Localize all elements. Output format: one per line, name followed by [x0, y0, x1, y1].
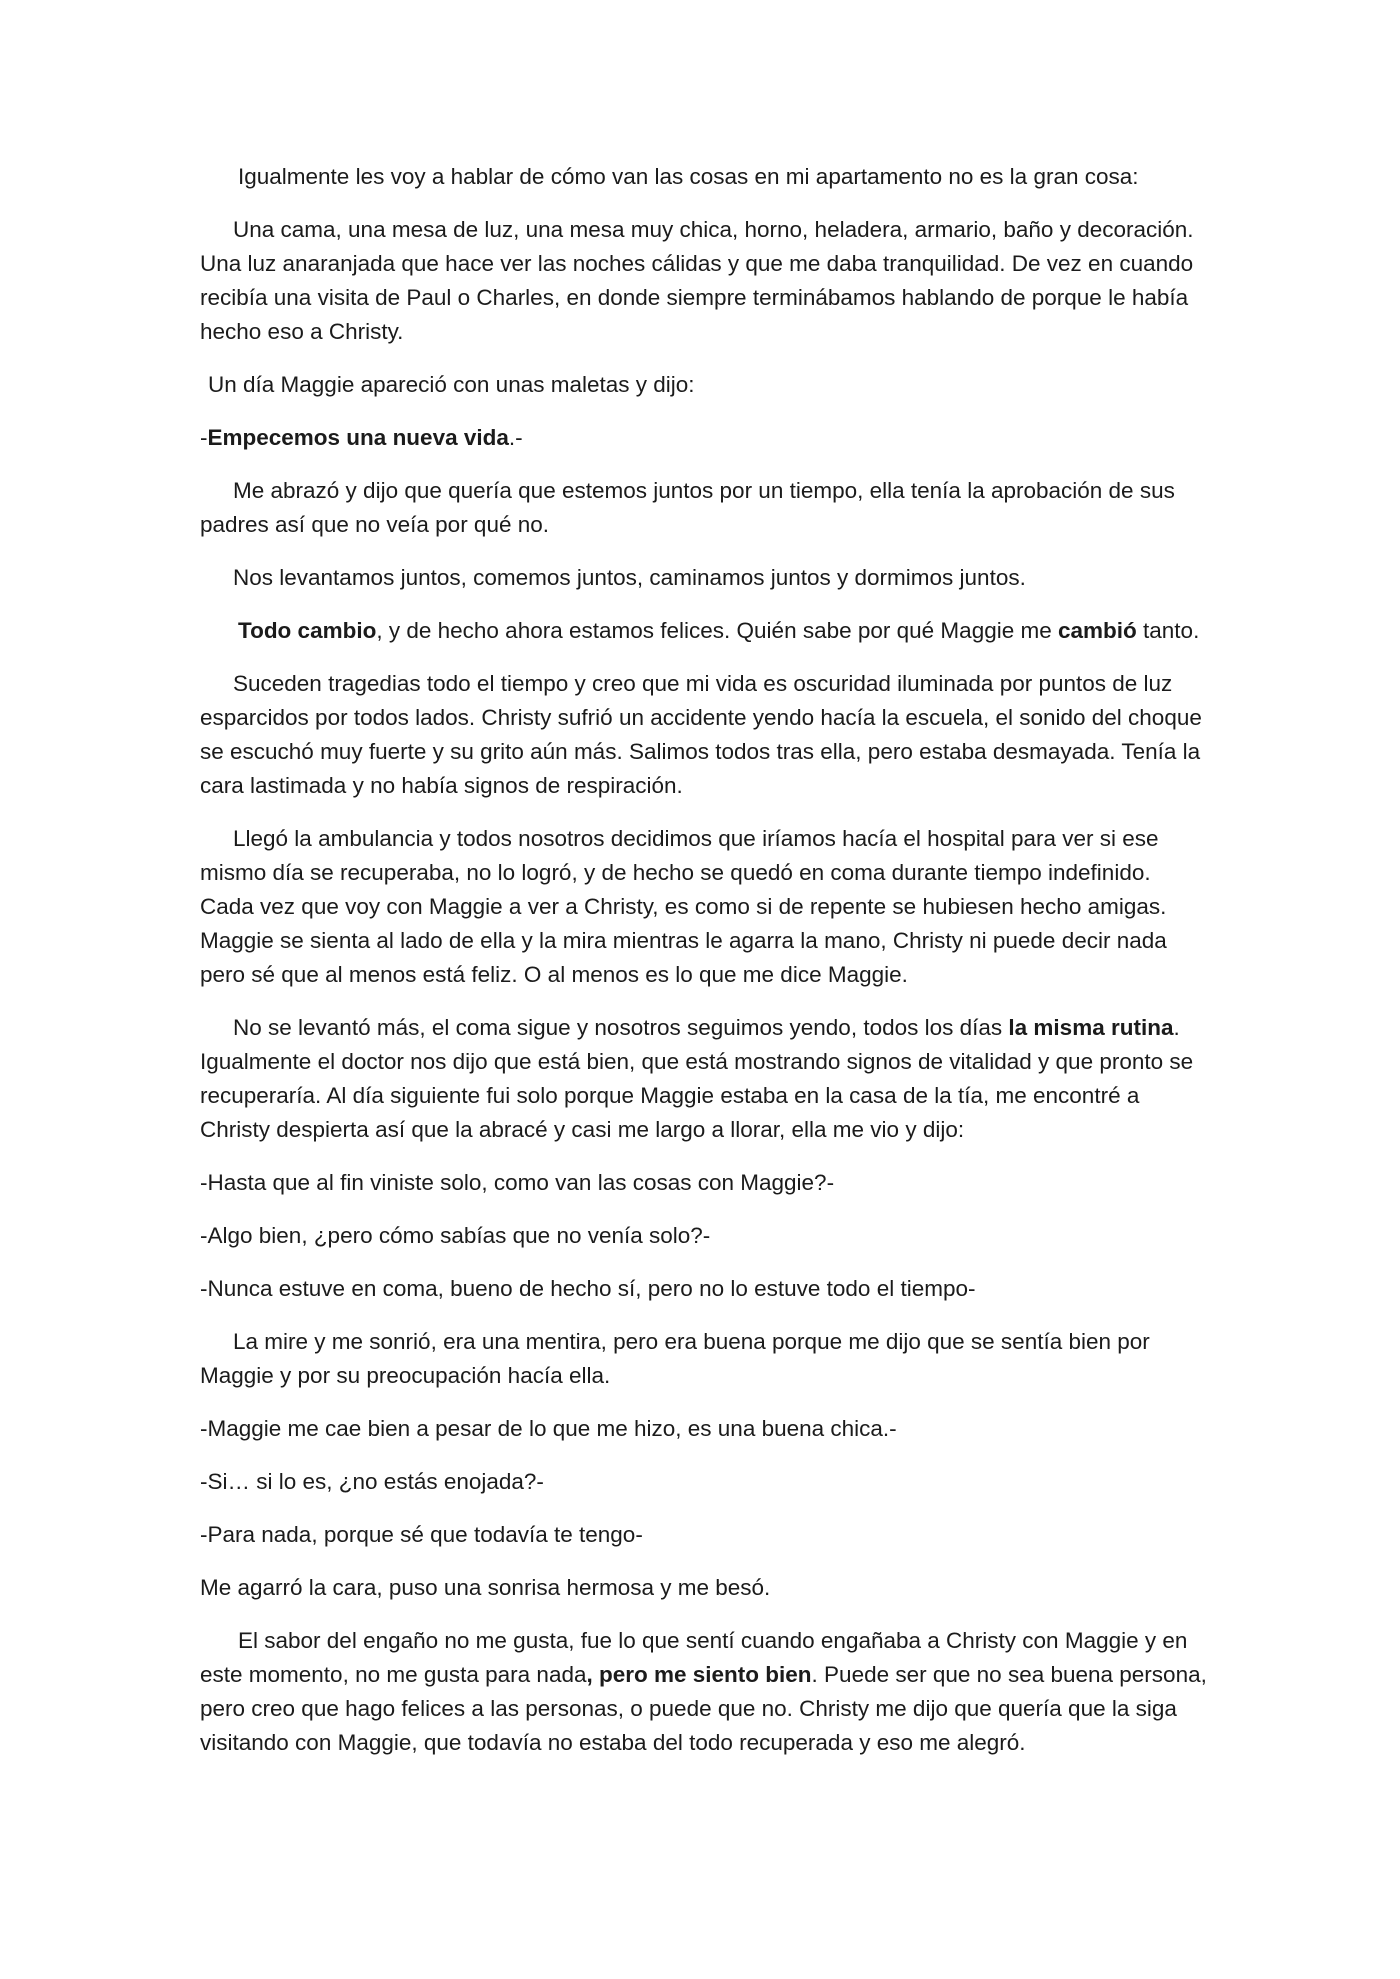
text-segment: tanto. [1136, 618, 1200, 643]
paragraph [200, 368, 1210, 402]
bold-text: la misma rutina [1008, 1015, 1174, 1040]
paragraph [200, 160, 1210, 194]
paragraph [200, 213, 1210, 349]
paragraph [200, 667, 1210, 803]
paragraph [200, 1518, 1210, 1552]
text-segment: .- [508, 425, 523, 450]
bold-text: cambió [1058, 618, 1137, 643]
paragraph [200, 421, 1210, 455]
paragraph [200, 1325, 1210, 1393]
paragraph [200, 1624, 1210, 1760]
paragraph [200, 1571, 1210, 1605]
paragraph [200, 1272, 1210, 1306]
text-segment: -Hasta que al fin viniste solo, como van las cosas con Maggie?- [200, 1170, 835, 1195]
text-segment: -Si… si lo es, ¿no estás enojada?- [200, 1469, 544, 1494]
text-segment: -Maggie me cae bien a pesar de lo que me hizo, es una buena chica.- [200, 1416, 897, 1441]
paragraph [200, 1412, 1210, 1446]
bold-text: , pero me siento bien [586, 1662, 812, 1687]
paragraph [200, 822, 1210, 992]
paragraph [200, 1166, 1210, 1200]
text-segment: Una cama, una mesa de luz, una mesa muy chica, horno, heladera, armario, baño y decoración. Una luz anaranjada que hace ver las noches cálidas y que me daba tranquilidad. De vez en cuando recibía una visita de Paul o Charles, en donde siempre terminábamos hablando de porque le había hecho eso a Christy. [200, 217, 1194, 344]
text-segment: El sabor del engaño no me gusta, fue lo que sentí cuando engañaba a Christy con Maggie y en este momento, no me gusta para nada [200, 1628, 1188, 1687]
text-segment: - [200, 425, 208, 450]
text-segment: Un día Maggie apareció con unas maletas y dijo: [208, 372, 695, 397]
paragraph [200, 1011, 1210, 1147]
text-segment: . Puede ser que no sea buena persona, pero creo que hago felices a las personas, o puede que no. Christy me dijo que quería que la siga visitando con Maggie, que todavía no estaba del todo recuperada y eso me alegró. [200, 1662, 1207, 1755]
text-segment: No se levantó más, el coma sigue y nosotros seguimos yendo, todos los días [233, 1015, 1009, 1040]
text-segment: -Nunca estuve en coma, bueno de hecho sí, pero no lo estuve todo el tiempo- [200, 1276, 976, 1301]
paragraph [200, 1465, 1210, 1499]
text-segment: -Para nada, porque sé que todavía te tengo- [200, 1522, 643, 1547]
text-segment: Llegó la ambulancia y todos nosotros decidimos que iríamos hacía el hospital para ver si ese mismo día se recuperaba, no lo logró, y de hecho se quedó en coma durante tiempo indefinido. Cada vez que voy con Maggie a ver a Christy, es como si de repente se hubiesen hecho amigas. Maggie se sienta al lado de ella y la mira mientras le agarra la mano, Christy ni puede decir nada pero sé que al menos está feliz. O al menos es lo que me dice Maggie. [200, 826, 1167, 987]
text-segment: Igualmente les voy a hablar de cómo van las cosas en mi apartamento no es la gran cosa: [238, 164, 1139, 189]
bold-text: Todo cambio [238, 618, 377, 643]
paragraph [200, 614, 1210, 648]
text-segment: La mire y me sonrió, era una mentira, pero era buena porque me dijo que se sentía bien por Maggie y por su preocupación hacía ella. [200, 1329, 1150, 1388]
text-segment: Suceden tragedias todo el tiempo y creo que mi vida es oscuridad iluminada por puntos de luz esparcidos por todos lados. Christy sufrió un accidente yendo hacía la escuela, el sonido del choque se escuchó muy fuerte y su grito aún más. Salimos todos tras ella, pero estaba desmayada. Tenía la cara lastimada y no había signos de respiración. [200, 671, 1202, 798]
document-page [200, 160, 1210, 1779]
paragraph [200, 1219, 1210, 1253]
text-segment: Me agarró la cara, puso una sonrisa hermosa y me besó. [200, 1575, 771, 1600]
text-segment: -Algo bien, ¿pero cómo sabías que no venía solo?- [200, 1223, 711, 1248]
text-segment: . Igualmente el doctor nos dijo que está bien, que está mostrando signos de vitalidad y que pronto se recuperaría. Al día siguiente fui solo porque Maggie estaba en la casa de la tía, me encontré a Christy despierta así que la abracé y casi me largo a llorar, ella me vio y dijo: [200, 1015, 1194, 1142]
text-segment: , y de hecho ahora estamos felices. Quién sabe por qué Maggie me [376, 618, 1058, 643]
text-segment: Nos levantamos juntos, comemos juntos, caminamos juntos y dormimos juntos. [233, 565, 1026, 590]
text-segment: Me abrazó y dijo que quería que estemos juntos por un tiempo, ella tenía la aprobación de sus padres así que no veía por qué no. [200, 478, 1175, 537]
paragraph [200, 561, 1210, 595]
bold-text: Empecemos una nueva vida [207, 425, 509, 450]
paragraph [200, 474, 1210, 542]
